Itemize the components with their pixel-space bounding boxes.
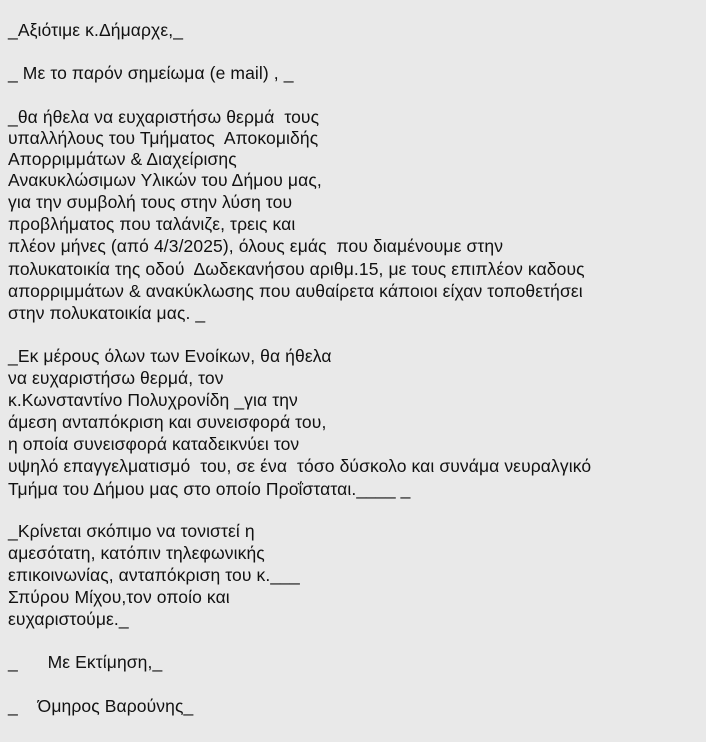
paragraph3-line: αμεσότατη, κατόπιν τηλεφωνικής [8,543,265,563]
paragraph3-line: Σπύρου Μίχου,τον οποίο και [8,587,230,607]
paragraph1-line: υπαλλήλους του Τμήματος Αποκομιδής [8,128,319,148]
paragraph1-line: για την συμβολή τους στην λύση του [8,192,293,212]
signature: _ Όμηρος Βαρούνης_ [8,696,194,716]
closing: _ Με Εκτίμηση,_ [8,652,163,672]
paragraph1-line: Ανακυκλώσιμων Υλικών του Δήμου μας, [8,170,322,190]
paragraph2-line: Τμήμα του Δήμου μας στο οποίο Προΐσταται.____ _ [8,479,411,499]
intro-line: _ Με το παρόν σημείωμα (e mail) , _ [8,63,294,83]
paragraph1-line: προβλήματος που ταλάνιζε, τρεις και [8,214,296,234]
paragraph2-line: υψηλό επαγγελματισμό του, σε ένα τόσο δύσκολο και συνάμα νευραλγικό [8,456,592,476]
paragraph1-line: απορριμμάτων & ανακύκλωσης που αυθαίρετα κάποιοι είχαν τοποθετήσει [8,281,583,301]
paragraph1-line: _θα ήθελα να ευχαριστήσω θερμά τους [8,107,320,127]
paragraph3-line: _Κρίνεται σκόπιμο να τονιστεί η [8,521,255,541]
paragraph1-line: Απορριμμάτων & Διαχείρισης [8,149,237,169]
paragraph2-line: άμεση ανταπόκριση και συνεισφορά του, [8,412,327,432]
salutation: _Αξιότιμε κ.Δήμαρχε,_ [8,20,184,40]
paragraph2-line: κ.Κωνσταντίνο Πολυχρονίδη _για την [8,390,298,410]
paragraph3-line: επικοινωνίας, ανταπόκριση του κ.___ [8,565,300,585]
paragraph1-line: πλέον μήνες (από 4/3/2025), όλους εμάς που διαμένουμε στην [8,236,504,256]
paragraph2-line: _Εκ μέρους όλων των Ενοίκων, θα ήθελα [8,346,332,366]
paragraph1-line: στην πολυκατοικία μας. _ [8,303,206,323]
paragraph1-line: πολυκατοικία της οδού Δωδεκανήσου αριθμ.15, με τους επιπλέον καδους [8,259,585,279]
paragraph2-line: να ευχαριστήσω θερμά, τον [8,368,224,388]
paragraph3-line: ευχαριστούμε._ [8,609,129,629]
paragraph2-line: η οποία συνεισφορά καταδεικνύει τον [8,434,300,454]
